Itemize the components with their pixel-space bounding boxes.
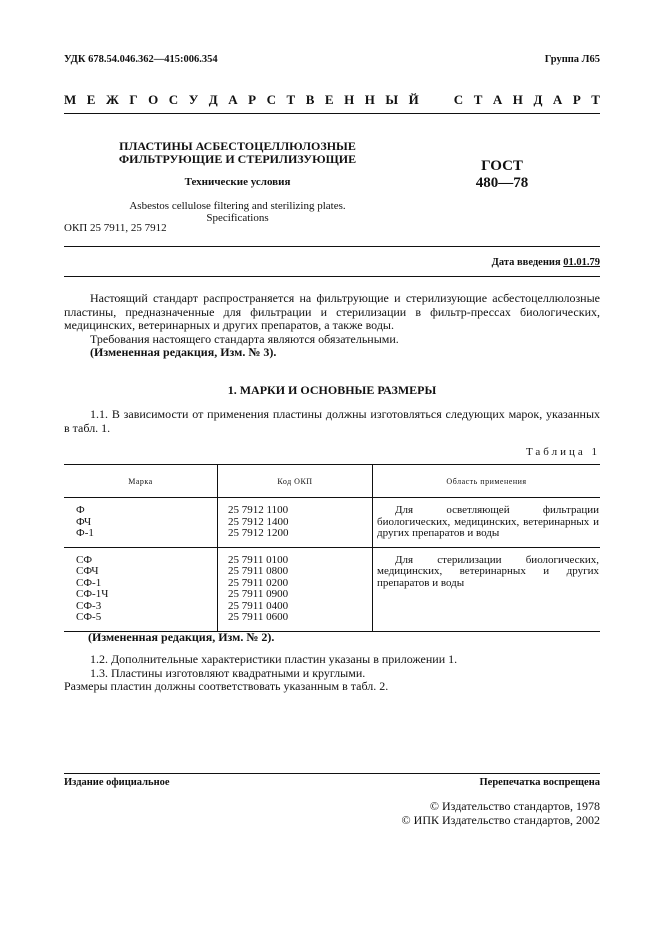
banner-letter: Н [344, 92, 355, 107]
okp-code: 25 7911 0600 [228, 611, 289, 623]
mark: СФ-1Ч [76, 588, 109, 600]
official-edition: Издание официальное [64, 777, 170, 788]
application-area: Для осветляющей фильтрации биологических, медицинских, ветеринарных и других препаратов и воды [377, 504, 599, 539]
banner-letter: Р [248, 92, 257, 107]
group-code: Группа Л65 [544, 54, 600, 65]
clause-1-1-text: 1.1. В зависимости от применения пластины должны изготовляться следующих марок, указанных в табл. 1. [64, 407, 600, 435]
introduction-date [492, 257, 600, 268]
area-cell [373, 547, 601, 631]
clause-1-3-sizes: Размеры пластин должны соответствовать указанным в табл. 2. [64, 679, 389, 693]
table-row [64, 498, 600, 548]
copyright-1978: © Издательство стандартов, 1978 [429, 799, 600, 813]
header-application-area: Область применения [373, 465, 601, 498]
mark: СФ-5 [76, 611, 102, 623]
banner-letter: Ы [385, 92, 399, 107]
header-okp-code: Код ОКП [218, 465, 373, 498]
table-1-caption: Таблица 1 [525, 446, 600, 458]
mark: Ф-1 [76, 527, 94, 539]
mark: Ф [76, 504, 85, 516]
okp-code: 25 7911 0200 [228, 576, 289, 589]
copyright-2002: © ИПК Издательство стандартов, 2002 [401, 813, 600, 827]
title-rule [64, 246, 600, 247]
section-1-heading: 1. МАРКИ И ОСНОВНЫЕ РАЗМЕРЫ [227, 383, 437, 397]
marks-cell [64, 498, 218, 548]
banner-letter: С [266, 92, 276, 107]
banner-letter: Н [512, 92, 523, 107]
marks-cell [64, 547, 218, 631]
gost-label: ГОСТ [481, 158, 523, 174]
banner-letter: Т [591, 92, 600, 107]
banner-letter: А [552, 92, 563, 107]
header-mark: Марка [64, 465, 218, 498]
clause-1-1 [64, 408, 600, 435]
okp-code: 25 7911 0100 [228, 553, 289, 566]
english-title [64, 200, 411, 224]
banner-letter: Й [408, 92, 419, 107]
gost-number: 480—78 [475, 175, 529, 191]
title-line-2: ФИЛЬТРУЮЩИЕ И СТЕРИЛИЗУЮЩИЕ [118, 152, 357, 166]
gost-designation [452, 158, 552, 192]
banner-letter: Д [208, 92, 218, 107]
intro-text [64, 292, 600, 360]
table-row [64, 547, 600, 631]
banner-letter: Е [324, 92, 334, 107]
banner-letter: М [64, 92, 77, 107]
banner-letter: Р [572, 92, 581, 107]
okp-code: 25 7912 1200 [228, 527, 289, 539]
udk-code: УДК 678.54.046.362—415:006.354 [64, 54, 218, 65]
top-rule [64, 113, 600, 114]
banner-letter: Г [129, 92, 138, 107]
interstate-standard-banner [64, 92, 600, 108]
okp-codes: ОКП 25 7911, 25 7912 [64, 222, 167, 234]
okp-code: 25 7911 0800 [228, 565, 289, 577]
banner-letter: В [305, 92, 315, 107]
change-note-2: (Измененная редакция, Изм. № 2). [88, 630, 275, 644]
okp-code: 25 7912 1400 [228, 515, 289, 528]
table-header-row [64, 465, 600, 498]
banner-letter: Н [364, 92, 375, 107]
mark: СФ-1 [76, 576, 102, 589]
banner-letter: А [492, 92, 503, 107]
banner-letter: Ж [105, 92, 119, 107]
banner-letter: С [453, 92, 464, 107]
intro-paragraph-1: Настоящий стандарт распространяется на фильтрующие и стерилизующие асбестоцеллюлозные пластины, предназначенные для фильтрации и стерилизации в фильтр-прессах биологических, медицинских, ветеринарных и других препаратов, а также воды. [64, 291, 600, 332]
banner-letter: О [148, 92, 159, 107]
mark: СФ-3 [76, 599, 102, 612]
codes-cell [218, 498, 373, 548]
reprint-prohibited: Перепечатка воспрещена [479, 777, 600, 788]
date-label: Дата введения [491, 257, 561, 268]
document-title [64, 140, 411, 166]
banner-letter: У [188, 92, 199, 107]
banner-letter: С [168, 92, 179, 107]
intro-paragraph-2: Требования настоящего стандарта являются обязательными. [90, 331, 399, 346]
codes-cell [218, 547, 373, 631]
mark: СФЧ [76, 565, 99, 577]
application-area: Для стерилизации биологических, медицинских, ветеринарных и других препаратов и воды [377, 553, 599, 589]
banner-gap [429, 92, 443, 108]
clause-1-3: 1.3. Пластины изготовляют квадратными и круглыми. [90, 665, 366, 680]
english-title-line-1: Asbestos cellulose filtering and sterilizing plates. [129, 200, 346, 212]
intro-change-note: (Измененная редакция, Изм. № 3). [90, 345, 277, 359]
banner-letter: Т [473, 92, 483, 107]
english-title-line-2: Specifications [206, 212, 269, 224]
footer-rule [64, 773, 600, 774]
banner-letter: А [228, 92, 238, 107]
mark: ФЧ [76, 515, 92, 528]
copyright-block [402, 799, 600, 827]
okp-code: 25 7911 0900 [228, 588, 289, 600]
date-rule [64, 276, 600, 277]
mark: СФ [76, 553, 93, 566]
clause-1-2: 1.2. Дополнительные характеристики пластин указаны в приложении 1. [90, 652, 458, 666]
area-cell [373, 498, 601, 548]
date-value: 01.01.79 [563, 257, 600, 268]
banner-letter: Д [533, 92, 543, 107]
banner-letter: Е [86, 92, 96, 107]
clauses-1-2-1-3 [64, 653, 600, 694]
okp-code: 25 7911 0400 [228, 599, 289, 612]
title-line-1: ПЛАСТИНЫ АСБЕСТОЦЕЛЛЮЛОЗНЫЕ [119, 139, 356, 153]
table-1 [64, 464, 600, 632]
okp-code: 25 7912 1100 [228, 504, 289, 516]
subtitle: Технические условия [184, 176, 291, 188]
banner-letter: Т [286, 92, 296, 107]
